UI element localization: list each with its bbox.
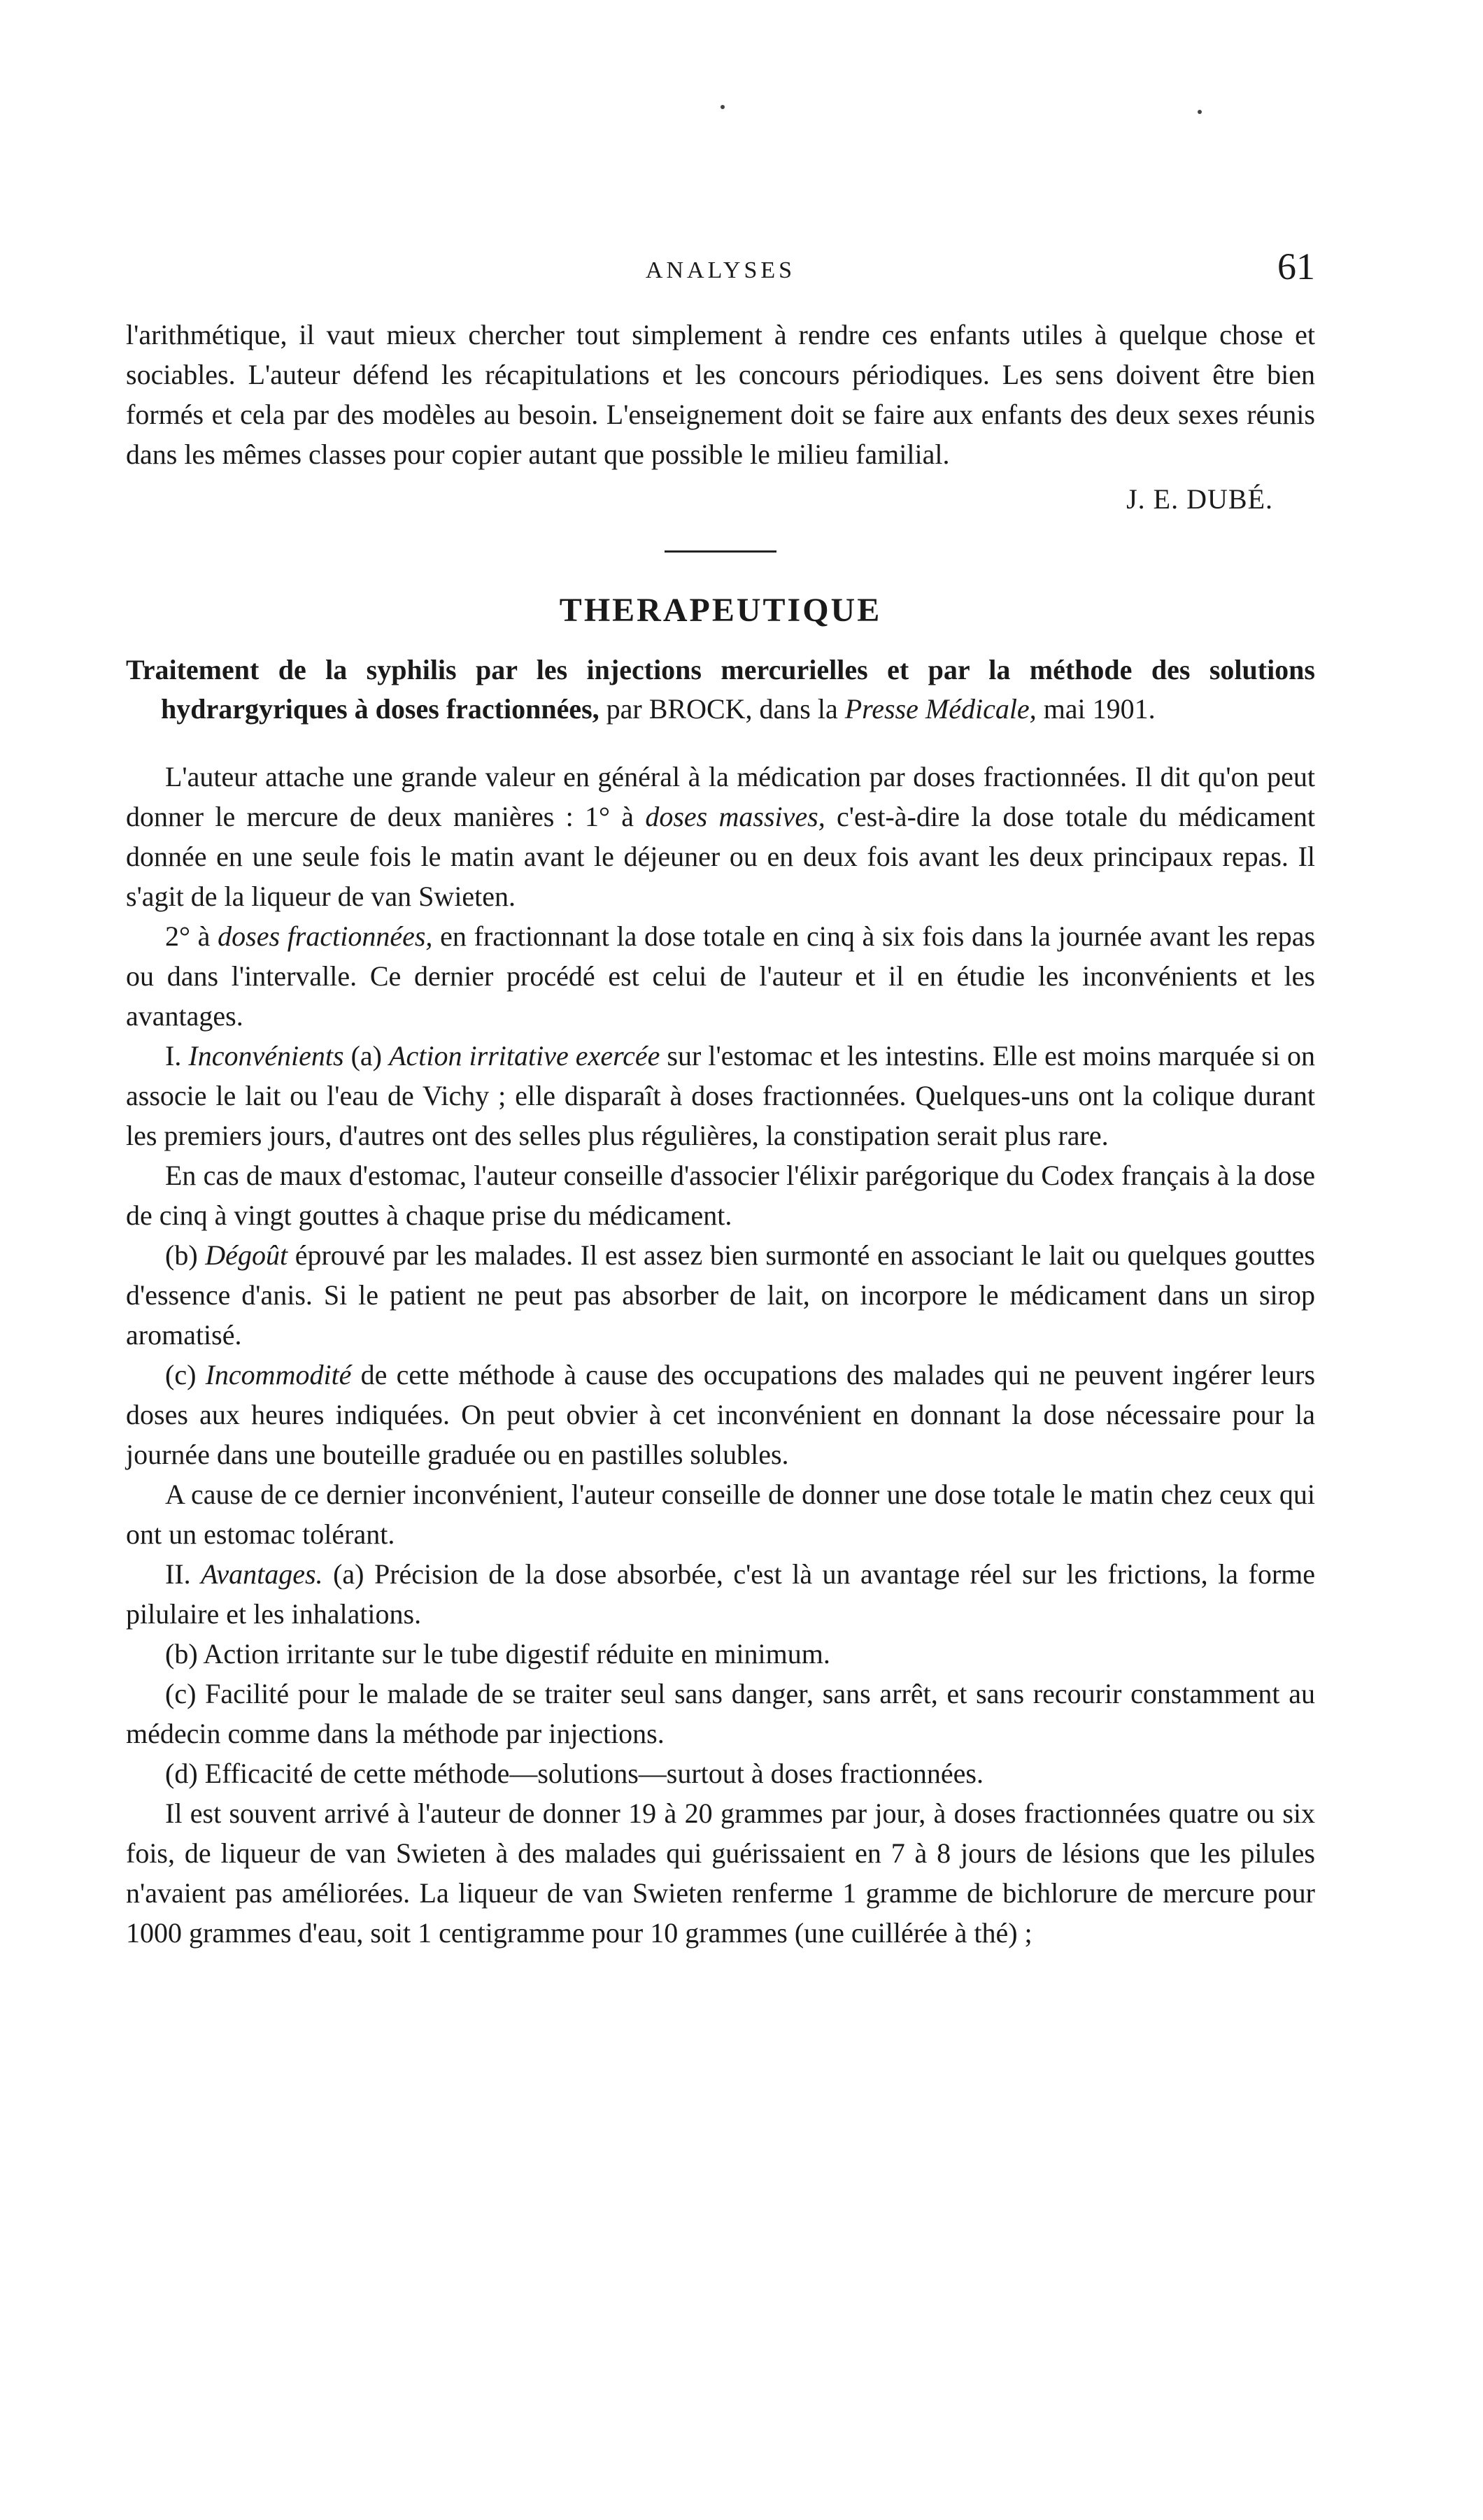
body-paragraph bbox=[126, 757, 1315, 916]
body-paragraph: En cas de maux d'estomac, l'auteur conseille d'associer l'élixir parégorique du Codex français à la dose de cinq à vingt gouttes à chaque prise du médicament. bbox=[126, 1160, 1315, 1231]
body-paragraph: Il est souvent arrivé à l'auteur de donner 19 à 20 grammes par jour, à doses fractionnées quatre ou six fois, de liqueur de van Swieten à des malades qui guérissaient en 7 à 8 jours de lésions que les pilules n'avaient pas améliorées. La liqueur de van Swieten renferme 1 gramme de bichlorure de mercure pour 1000 grammes d'eau, soit 1 centigramme pour 10 grammes (une cuillérée à thé) ; bbox=[126, 1798, 1315, 1949]
emphasis: Inconvénients bbox=[188, 1040, 344, 1072]
text-run: éprouvé par les malades. Il est assez bien surmonté en associant le lait ou quelques gouttes d'essence d'anis. Si le patient ne peut pas absorber de lait, on incorpore le médicament dans un sirop aromatisé. bbox=[126, 1239, 1315, 1351]
body-paragraph bbox=[126, 1554, 1315, 1634]
emphasis: doses fractionnées, bbox=[218, 920, 433, 952]
body-paragraph: (b) Action irritante sur le tube digestif réduite en minimum. bbox=[165, 1638, 830, 1670]
article-title-by: par bbox=[606, 693, 642, 725]
page-header bbox=[126, 231, 1315, 294]
emphasis: doses massives, bbox=[645, 801, 825, 832]
text-run: de cette méthode à cause des occupations des malades qui ne peuvent ingérer leurs doses aux heures indiquées. On peut obvier à cet inconvénient en donnant la dose nécessaire pour la journée dans une bouteille graduée ou en pastilles solubles. bbox=[126, 1359, 1316, 1470]
text-run: sur l'estomac et les intestins. Elle est moins marquée si on associe le lait ou l'eau de Vichy ; elle disparaît à doses fractionnées. Quelques-uns ont la colique durant les premiers jours, d'autres ont des selles plus régulières, la constipation serait plus rare. bbox=[126, 1040, 1316, 1151]
body-paragraph: (d) Efficacité de cette méthode—solutions—surtout à doses fractionnées. bbox=[165, 1758, 984, 1789]
text-run: L'auteur attache une grande valeur en général à la médication par doses fractionnées. Il dit qu'on peut donner le mercure de deux manières : 1° à bbox=[126, 761, 1315, 832]
text-run: (c) bbox=[165, 1359, 197, 1390]
page-number: 61 bbox=[1277, 245, 1315, 287]
running-title: ANALYSES bbox=[645, 257, 796, 283]
text-run: (b) bbox=[165, 1239, 198, 1271]
document-page bbox=[126, 231, 1315, 1953]
emphasis: Avantages. bbox=[201, 1558, 323, 1590]
speck bbox=[1198, 110, 1202, 114]
section-divider bbox=[665, 550, 776, 553]
speck bbox=[721, 105, 725, 109]
emphasis: Incommodité bbox=[205, 1359, 352, 1390]
body-paragraph bbox=[126, 1235, 1315, 1355]
article-title bbox=[126, 650, 1315, 729]
emphasis: Dégoût bbox=[205, 1239, 288, 1271]
text-run: (a) Précision de la dose absorbée, c'est là un avantage réel sur les frictions, la forme pilulaire et les inhalations. bbox=[126, 1558, 1316, 1630]
article-title-in: dans la bbox=[759, 693, 838, 725]
article-title-main: Traitement de la syphilis par les injections mercurielles et par la méthode des solutions hydrargyriques à doses fractionnées, bbox=[126, 654, 1315, 725]
body-paragraph bbox=[126, 916, 1315, 1036]
text-run: II. bbox=[165, 1558, 191, 1590]
emphasis: Action irritative exercée bbox=[389, 1040, 660, 1072]
article-author: BROCK, bbox=[648, 693, 753, 725]
article-date: mai 1901. bbox=[1043, 693, 1156, 725]
text-run: en fractionnant la dose totale en cinq à six fois dans la journée avant les repas ou dans l'intervalle. Ce dernier procédé est celui de l'auteur et il en étudie les inconvénients et les avantages. bbox=[126, 920, 1316, 1032]
section-title: THERAPEUTIQUE bbox=[559, 592, 882, 629]
body-paragraph: A cause de ce dernier inconvénient, l'auteur conseille de donner une dose totale le matin chez ceux qui ont un estomac tolérant. bbox=[126, 1479, 1315, 1550]
intro-paragraph: l'arithmétique, il vaut mieux chercher tout simplement à rendre ces enfants utiles à quelque chose et sociables. L'auteur défend les récapitulations et les concours périodiques. Les sens doivent être bien formés et cela par des modèles au besoin. L'enseignement doit se faire aux enfants des deux sexes réunis dans les mêmes classes pour copier autant que possible le milieu familial. bbox=[126, 319, 1315, 470]
text-run: I. bbox=[165, 1040, 182, 1072]
author-signature: J. E. DUBÉ. bbox=[1126, 483, 1273, 515]
text-run: (a) bbox=[350, 1040, 382, 1072]
article-journal: Presse Médicale, bbox=[844, 693, 1037, 725]
body-paragraph: (c) Facilité pour le malade de se traiter seul sans danger, sans arrêt, et sans recourir constamment au médecin comme dans la méthode par injections. bbox=[126, 1678, 1315, 1749]
text-run: 2° à bbox=[165, 920, 211, 952]
body-paragraph bbox=[126, 1355, 1315, 1474]
body-paragraph bbox=[126, 1036, 1315, 1155]
text-run: c'est-à-dire la dose totale du médicament donnée en une seule fois le matin avant le déjeuner ou en deux fois avant les deux principaux repas. Il s'agit de la liqueur de van Swieten. bbox=[126, 801, 1316, 912]
